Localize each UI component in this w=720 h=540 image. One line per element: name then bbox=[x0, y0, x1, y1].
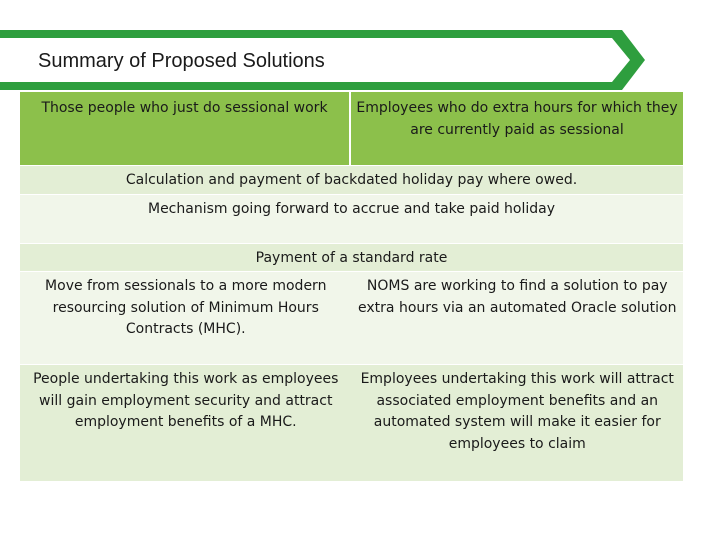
header-sessional-only: Those people who just do sessional work bbox=[20, 92, 351, 165]
table-row-mechanism bbox=[20, 195, 683, 244]
benefits-left-text: People undertaking this work as employees will gain employment security and attract employment benefits of a MHC. bbox=[33, 371, 339, 430]
benefits-right-text: Employees undertaking this work will attract associated employment benefits and an automated system will make it easier for employees to claim bbox=[360, 371, 674, 452]
solutions-table bbox=[20, 92, 683, 482]
move-left-text: Move from sessionals to a more modern resourcing solution of Minimum Hours Contracts (MHC). bbox=[45, 278, 327, 337]
table-row-benefits bbox=[20, 365, 683, 482]
table-header-row bbox=[20, 92, 683, 166]
table-row-calculation bbox=[20, 166, 683, 195]
mechanism-text: Mechanism going forward to accrue and take paid holiday bbox=[147, 201, 556, 217]
table-row-move bbox=[20, 272, 683, 365]
table-row-payment bbox=[20, 244, 683, 272]
payment-text: Payment of a standard rate bbox=[255, 250, 448, 266]
calculation-text: Calculation and payment of backdated holiday pay where owed. bbox=[125, 172, 578, 188]
header-extra-hours: Employees who do extra hours for which they are currently paid as sessional bbox=[356, 100, 678, 138]
page-title: Summary of Proposed Solutions bbox=[38, 50, 325, 72]
move-right-text: NOMS are working to find a solution to pay extra hours via an automated Oracle solution bbox=[358, 278, 677, 316]
